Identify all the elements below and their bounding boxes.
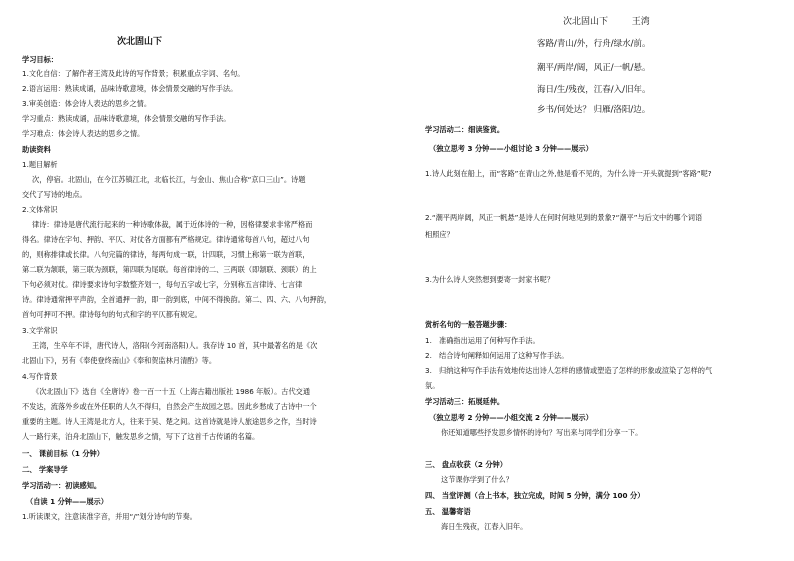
activity-3-heading: 学习活动三：拓展延伸。 — [425, 397, 505, 406]
objective-1: 1.文化自信：了解作者王湾及此诗的写作背景；积累重点字词、名句。 — [22, 69, 245, 78]
activity-2-note: （独立思考 3 分钟——小组讨论 3 分钟——展示） — [429, 144, 593, 153]
poem-line-1: 客路/青山/外，行舟/绿水/前。 — [537, 39, 651, 49]
part-5-text: 海日生残夜，江春入旧年。 — [441, 522, 528, 531]
question-1: 1.诗人此刻在船上，而“客路”在青山之外,他是看不见的，为什么诗一开头就提到“客路”呢? — [425, 169, 712, 178]
poem-title-text: 次北固山下 — [563, 17, 609, 27]
poem-title — [563, 16, 650, 30]
key-point: 学习重点：熟读成诵，品味诗歌意境，体会情景交融的写作手法。 — [22, 114, 231, 123]
part-5-heading: 五、 温馨寄语 — [425, 507, 471, 516]
section-2-line: 律诗：律诗是唐代流行起来的一种诗歌体裁，属于近体诗的一种，因格律要求非常严格而 — [32, 220, 313, 229]
activity-1-heading: 学习活动一：初读感知。 — [22, 481, 102, 490]
step-1: 1. 准确指出运用了何种写作手法。 — [425, 336, 540, 345]
question-2-line: 2.“潮平两岸阔，风正一帆悬”是诗人在何时何地见到的景象?“潮平”与后文中的哪个词语 — [425, 213, 703, 222]
section-2-line: 第二联为颔联，第三联为颈联，第四联为尾联。每首律诗的二、三两联（即颔联、颈联）的上 — [22, 265, 317, 274]
poem-line-2: 潮平/两岸/阔，风正/一帆/悬。 — [537, 63, 651, 73]
steps-heading: 赏析名句的一般答题步骤： — [425, 320, 512, 329]
section-3-line: 王湾，生卒年不详，唐代诗人，洛阳(今河南洛阳)人。我存诗 10 首，其中最著名的是《次 — [32, 341, 318, 350]
difficult-point: 学习难点：体会诗人表达的思乡之情。 — [22, 129, 145, 138]
part-3-heading: 三、 盘点收获（2 分钟） — [425, 460, 507, 469]
section-1-heading: 1.题目解析 — [22, 160, 58, 169]
section-3-heading: 3.文学常识 — [22, 326, 58, 335]
section-1-line: 交代了写诗的地点。 — [22, 190, 87, 199]
part-1-heading: 一、 课前目标（1 分钟） — [22, 449, 104, 458]
poem-line-4: 乡书/何处达？ 归雁/洛阳/边。 — [537, 105, 651, 115]
activity-3-note: （独立思考 2 分钟——小组交流 2 分钟——展示） — [429, 413, 593, 422]
objective-2: 2.语言运用：熟读成诵，品味诗歌意境，体会情景交融的写作手法。 — [22, 84, 238, 93]
poem-author: 王湾 — [631, 17, 650, 27]
section-4-line: 重要的主题。诗人王湾是北方人，往来于吴、楚之间。这首诗就是诗人旅途思乡之作，当时诗 — [22, 417, 317, 426]
objectives-heading: 学习目标： — [22, 55, 58, 64]
section-4-line: 不发达，流落外乡或在外任职的人久不得归，自然会产生故园之思。因此乡愁成了古诗中一个 — [22, 402, 317, 411]
step-2: 2. 结合诗句阐释如何运用了这种写作手法。 — [425, 351, 569, 360]
step-3-continued: 氛。 — [425, 381, 440, 390]
question-2-line: 相照应？ — [425, 230, 454, 239]
poem-line-3: 海日/生/残夜，江春/入/旧年。 — [537, 85, 651, 95]
section-2-line: 的，则称排律或长律。八句完篇的律诗，每两句成一联，计四联，习惯上称第一联为首联， — [22, 250, 310, 259]
section-2-heading: 2.文体常识 — [22, 205, 58, 214]
section-4-line: 《次北固山下》选自《全唐诗》卷一百一十五（上海古籍出版社 1986 年版）。古代交通 — [32, 387, 311, 396]
section-4-heading: 4.写作背景 — [22, 372, 58, 381]
section-4-line: 人一路行来，泊舟北固山下，触发思乡之情，写下了这首千古传诵的名篇。 — [22, 432, 260, 441]
section-3-line: 北固山下》，另有《奉使登终南山》《奉和贺监林月清酌》等。 — [22, 356, 217, 365]
reading-materials-heading: 助读资料 — [22, 145, 51, 154]
section-2-line: 得名。律诗在字句、押韵、平仄、对仗各方面都有严格规定。律诗通常每首八句，超过八句 — [22, 235, 310, 244]
part-3-question: 这节课你学到了什么？ — [441, 475, 513, 484]
extend-question: 你还知道哪些抒发思乡情怀的诗句？写出来与同学们分享一下。 — [441, 428, 643, 437]
activity-1-note: （自读 1 分钟——展示） — [26, 497, 108, 506]
task-1: 1.听读课文，注意读准字音，并用“/”划分诗句的节奏。 — [22, 512, 197, 521]
section-2-line: 诗。律诗通常押平声韵，全首通押一韵，即一韵到底，中间不得换韵。第二、四、六、八句押韵， — [22, 295, 332, 304]
part-2-heading: 二、 学案导学 — [22, 465, 68, 474]
activity-2-heading: 学习活动二：细读鉴赏。 — [425, 125, 505, 134]
part-4-heading: 四、 当堂评测（合上书本，独立完成，时间 5 分钟，满分 100 分） — [425, 491, 645, 500]
step-3: 3. 归纳这种写作手法有效地传达出诗人怎样的感情或塑造了怎样的形象或渲染了怎样的气 — [425, 366, 713, 375]
question-3: 3.为什么诗人突然想到要寄一封家书呢？ — [425, 275, 555, 284]
section-2-line: 首句可押可不押。律诗每句的句式和字的平仄都有规定。 — [22, 310, 202, 319]
section-2-line: 下句必须对仗。律诗要求诗句字数整齐划一，每句五字或七字，分别称五言律诗、七言律 — [22, 280, 303, 289]
page-title-left: 次北固山下 — [117, 37, 163, 47]
objective-3: 3.审美创造：体会诗人表达的思乡之情。 — [22, 99, 152, 108]
section-1-line: 次，停宿。北固山，在今江苏镇江北，北临长江，与金山、焦山合称“京口三山”。诗题 — [32, 175, 306, 184]
